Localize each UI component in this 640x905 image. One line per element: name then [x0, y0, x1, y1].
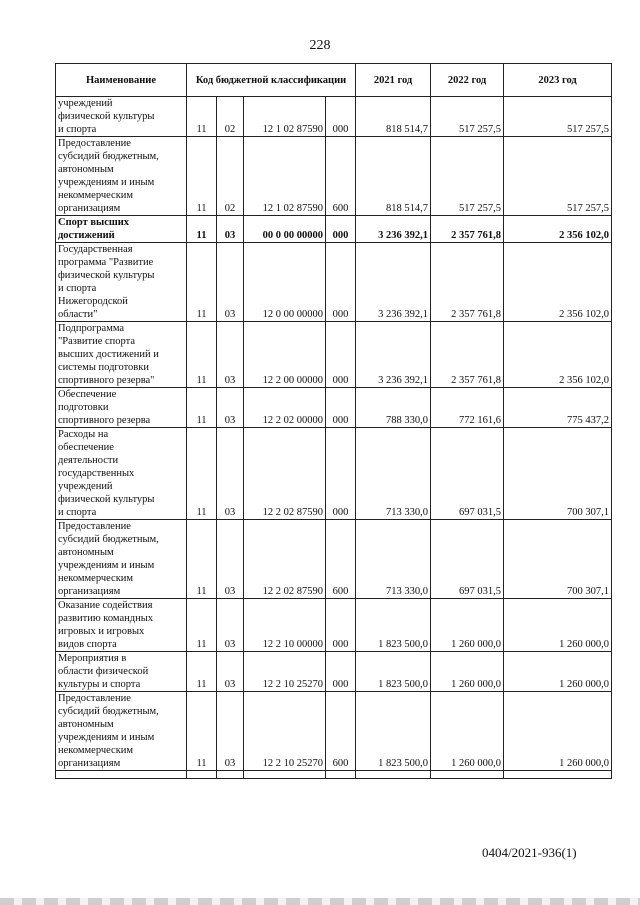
row-value-2023: 2 356 102,0	[504, 243, 612, 322]
row-value-2022: 517 257,5	[431, 137, 504, 216]
row-target-code: 12 0 00 00000	[244, 243, 326, 322]
row-section: 11	[187, 428, 217, 520]
row-value-2023: 700 307,1	[504, 428, 612, 520]
document-code: 0404/2021-936(1)	[482, 845, 577, 860]
row-name: Расходы на обеспечение деятельности государственных учреждений физической культуры и спорта	[56, 428, 187, 520]
empty-cell	[217, 771, 244, 779]
empty-cell	[326, 771, 356, 779]
row-expense-type: 000	[326, 652, 356, 692]
row-section: 11	[187, 243, 217, 322]
empty-cell	[56, 771, 187, 779]
row-expense-type: 600	[326, 520, 356, 599]
row-value-2023: 2 356 102,0	[504, 216, 612, 243]
table-row	[56, 428, 612, 520]
table-row	[56, 137, 612, 216]
row-target-code: 12 2 10 25270	[244, 692, 326, 771]
table-row	[56, 322, 612, 388]
row-value-2023: 775 437,2	[504, 388, 612, 428]
table-row	[56, 652, 612, 692]
row-subsection: 02	[217, 137, 244, 216]
row-value-2021: 713 330,0	[356, 520, 431, 599]
row-name: Подпрограмма "Развитие спорта высших достижений и системы подготовки спортивного резерва"	[56, 322, 187, 388]
table-row	[56, 243, 612, 322]
empty-cell	[356, 771, 431, 779]
row-section: 11	[187, 322, 217, 388]
row-value-2022: 697 031,5	[431, 428, 504, 520]
row-value-2023: 1 260 000,0	[504, 692, 612, 771]
empty-cell	[187, 771, 217, 779]
row-name: Спорт высших достижений	[56, 216, 187, 243]
row-name: Государственная программа "Развитие физической культуры и спорта Нижегородской области"	[56, 243, 187, 322]
table-row	[56, 520, 612, 599]
header-name: Наименование	[56, 64, 187, 97]
budget-table	[55, 63, 612, 779]
row-expense-type: 000	[326, 388, 356, 428]
row-section: 11	[187, 388, 217, 428]
row-target-code: 12 2 00 00000	[244, 322, 326, 388]
row-value-2022: 697 031,5	[431, 520, 504, 599]
row-subsection: 03	[217, 692, 244, 771]
row-name: Предоставление субсидий бюджетным, автономным учреждениям и иным некоммерческим организациям	[56, 520, 187, 599]
table-row	[56, 388, 612, 428]
row-subsection: 03	[217, 216, 244, 243]
row-expense-type: 000	[326, 428, 356, 520]
header-code: Код бюджетной классификации	[187, 64, 356, 97]
row-value-2023: 2 356 102,0	[504, 322, 612, 388]
table-row	[56, 599, 612, 652]
row-name: Обеспечение подготовки спортивного резерва	[56, 388, 187, 428]
row-expense-type: 600	[326, 692, 356, 771]
row-subsection: 03	[217, 652, 244, 692]
scan-edge-strip	[0, 898, 640, 905]
row-section: 11	[187, 137, 217, 216]
row-value-2021: 3 236 392,1	[356, 243, 431, 322]
row-value-2022: 1 260 000,0	[431, 692, 504, 771]
empty-cell	[431, 771, 504, 779]
row-expense-type: 000	[326, 322, 356, 388]
row-value-2021: 818 514,7	[356, 137, 431, 216]
empty-cell	[244, 771, 326, 779]
row-subsection: 03	[217, 243, 244, 322]
row-section: 11	[187, 692, 217, 771]
row-value-2023: 1 260 000,0	[504, 652, 612, 692]
empty-cell	[504, 771, 612, 779]
table-body	[56, 97, 612, 779]
row-value-2021: 3 236 392,1	[356, 322, 431, 388]
row-section: 11	[187, 216, 217, 243]
row-value-2022: 2 357 761,8	[431, 322, 504, 388]
row-value-2021: 3 236 392,1	[356, 216, 431, 243]
table-row	[56, 97, 612, 137]
row-target-code: 12 2 02 87590	[244, 520, 326, 599]
row-target-code: 12 2 10 25270	[244, 652, 326, 692]
row-value-2022: 517 257,5	[431, 97, 504, 137]
row-section: 11	[187, 652, 217, 692]
row-expense-type: 600	[326, 137, 356, 216]
row-expense-type: 000	[326, 599, 356, 652]
row-section: 11	[187, 520, 217, 599]
row-value-2023: 517 257,5	[504, 137, 612, 216]
row-name: Предоставление субсидий бюджетным, автономным учреждениям и иным некоммерческим организациям	[56, 137, 187, 216]
row-value-2021: 818 514,7	[356, 97, 431, 137]
row-target-code: 12 2 10 00000	[244, 599, 326, 652]
row-value-2021: 788 330,0	[356, 388, 431, 428]
row-section: 11	[187, 97, 217, 137]
row-expense-type: 000	[326, 97, 356, 137]
row-expense-type: 000	[326, 216, 356, 243]
page-number: 228	[309, 38, 331, 53]
row-target-code: 12 2 02 87590	[244, 428, 326, 520]
row-subsection: 02	[217, 97, 244, 137]
row-value-2023: 517 257,5	[504, 97, 612, 137]
table-row	[56, 692, 612, 771]
row-value-2022: 1 260 000,0	[431, 599, 504, 652]
row-expense-type: 000	[326, 243, 356, 322]
row-target-code: 12 1 02 87590	[244, 97, 326, 137]
row-value-2021: 1 823 500,0	[356, 652, 431, 692]
row-value-2022: 2 357 761,8	[431, 216, 504, 243]
row-target-code: 12 2 02 00000	[244, 388, 326, 428]
row-value-2023: 1 260 000,0	[504, 599, 612, 652]
row-subsection: 03	[217, 520, 244, 599]
row-target-code: 12 1 02 87590	[244, 137, 326, 216]
row-value-2022: 1 260 000,0	[431, 652, 504, 692]
row-subsection: 03	[217, 388, 244, 428]
row-subsection: 03	[217, 428, 244, 520]
table-header-row	[56, 64, 612, 97]
row-value-2022: 2 357 761,8	[431, 243, 504, 322]
row-value-2022: 772 161,6	[431, 388, 504, 428]
row-name: Предоставление субсидий бюджетным, автономным учреждениям и иным некоммерческим организациям	[56, 692, 187, 771]
row-name: учреждений физической культуры и спорта	[56, 97, 187, 137]
row-value-2021: 1 823 500,0	[356, 599, 431, 652]
header-2021: 2021 год	[356, 64, 431, 97]
row-target-code: 00 0 00 00000	[244, 216, 326, 243]
row-section: 11	[187, 599, 217, 652]
table-row	[56, 216, 612, 243]
row-name: Мероприятия в области физической культуры и спорта	[56, 652, 187, 692]
table-empty-row	[56, 771, 612, 779]
row-value-2021: 713 330,0	[356, 428, 431, 520]
row-subsection: 03	[217, 599, 244, 652]
header-2022: 2022 год	[431, 64, 504, 97]
row-name: Оказание содействия развитию командных игровых и игровых видов спорта	[56, 599, 187, 652]
row-value-2021: 1 823 500,0	[356, 692, 431, 771]
row-value-2023: 700 307,1	[504, 520, 612, 599]
header-2023: 2023 год	[504, 64, 612, 97]
row-subsection: 03	[217, 322, 244, 388]
